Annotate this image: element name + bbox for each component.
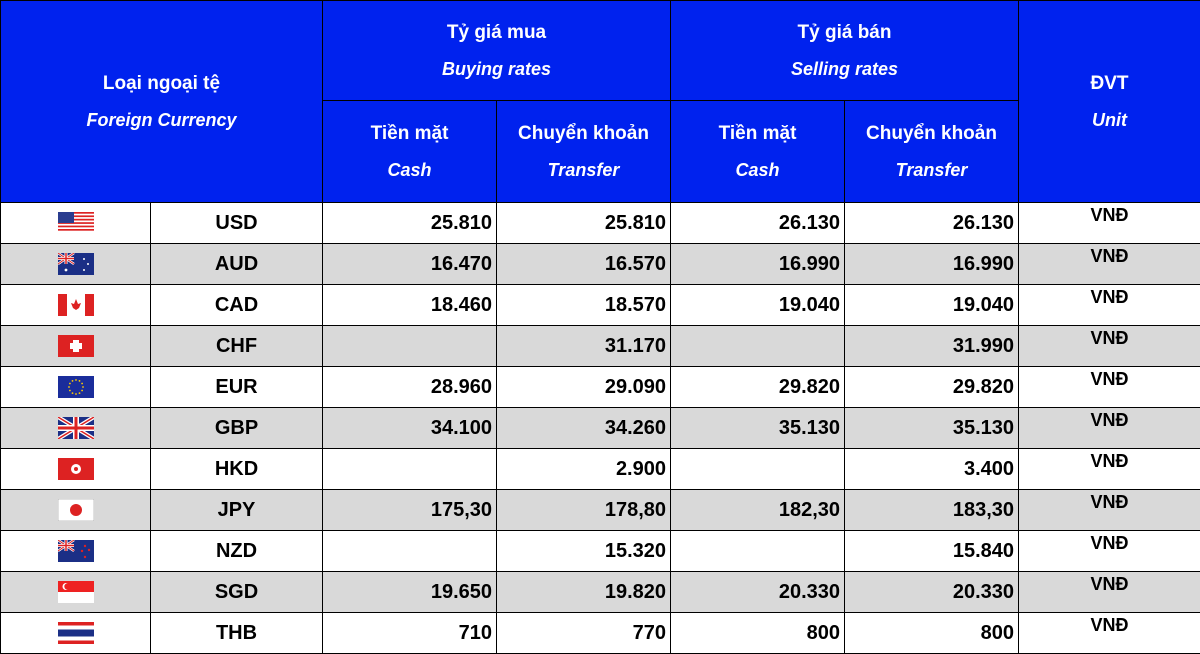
sell-transfer-value: 19.040 bbox=[845, 285, 1019, 326]
sell-transfer-value: 3.400 bbox=[845, 449, 1019, 490]
currency-header-en: Foreign Currency bbox=[1, 108, 322, 132]
nz-flag-icon bbox=[58, 540, 94, 562]
ch-flag-icon bbox=[58, 335, 94, 357]
buy-header-vi: Tỷ giá mua bbox=[323, 21, 670, 45]
sell-transfer-value: 16.990 bbox=[845, 244, 1019, 285]
unit-value: VNĐ bbox=[1019, 490, 1200, 531]
currency-code: USD bbox=[151, 203, 323, 244]
unit-value: VNĐ bbox=[1019, 326, 1200, 367]
sell-cash-value bbox=[671, 326, 845, 367]
table-row bbox=[1, 203, 1200, 244]
buy-transfer-vi: Chuyển khoản bbox=[497, 122, 670, 146]
sell-cash-header bbox=[671, 101, 845, 203]
buy-header bbox=[323, 1, 671, 101]
flag-cell bbox=[1, 449, 151, 490]
currency-code: JPY bbox=[151, 490, 323, 531]
flag-cell bbox=[1, 408, 151, 449]
unit-header bbox=[1019, 1, 1200, 203]
buy-cash-value bbox=[323, 531, 497, 572]
currency-code: GBP bbox=[151, 408, 323, 449]
buy-cash-value: 34.100 bbox=[323, 408, 497, 449]
table-row bbox=[1, 244, 1200, 285]
buy-transfer-value: 31.170 bbox=[497, 326, 671, 367]
sell-cash-value: 26.130 bbox=[671, 203, 845, 244]
buy-transfer-value: 2.900 bbox=[497, 449, 671, 490]
buy-cash-value bbox=[323, 326, 497, 367]
buy-cash-value: 25.810 bbox=[323, 203, 497, 244]
currency-code: HKD bbox=[151, 449, 323, 490]
flag-cell bbox=[1, 244, 151, 285]
flag-cell bbox=[1, 613, 151, 654]
buy-transfer-value: 18.570 bbox=[497, 285, 671, 326]
sell-cash-value bbox=[671, 449, 845, 490]
sell-transfer-value: 31.990 bbox=[845, 326, 1019, 367]
table-row bbox=[1, 613, 1200, 654]
currency-header bbox=[1, 1, 323, 203]
buy-transfer-value: 29.090 bbox=[497, 367, 671, 408]
unit-value: VNĐ bbox=[1019, 408, 1200, 449]
sell-cash-value: 20.330 bbox=[671, 572, 845, 613]
buy-transfer-header bbox=[497, 101, 671, 203]
th-flag-icon bbox=[58, 622, 94, 644]
table-row bbox=[1, 285, 1200, 326]
sell-transfer-value: 29.820 bbox=[845, 367, 1019, 408]
sell-transfer-vi: Chuyển khoản bbox=[845, 122, 1018, 146]
buy-cash-vi: Tiền mặt bbox=[323, 122, 496, 146]
eu-flag-icon bbox=[58, 376, 94, 398]
sell-cash-value: 19.040 bbox=[671, 285, 845, 326]
sell-transfer-value: 26.130 bbox=[845, 203, 1019, 244]
buy-transfer-value: 19.820 bbox=[497, 572, 671, 613]
buy-transfer-value: 16.570 bbox=[497, 244, 671, 285]
currency-code: AUD bbox=[151, 244, 323, 285]
rate-body bbox=[1, 203, 1200, 654]
buy-cash-value: 16.470 bbox=[323, 244, 497, 285]
buy-cash-value: 18.460 bbox=[323, 285, 497, 326]
unit-header-en: Unit bbox=[1019, 108, 1200, 132]
flag-cell bbox=[1, 367, 151, 408]
buy-transfer-value: 178,80 bbox=[497, 490, 671, 531]
table-row bbox=[1, 449, 1200, 490]
currency-code: SGD bbox=[151, 572, 323, 613]
unit-header-vi: ĐVT bbox=[1019, 72, 1200, 96]
us-flag-icon bbox=[58, 212, 94, 234]
unit-value: VNĐ bbox=[1019, 613, 1200, 654]
table-row bbox=[1, 490, 1200, 531]
sell-cash-value bbox=[671, 531, 845, 572]
buy-cash-value: 19.650 bbox=[323, 572, 497, 613]
sell-transfer-value: 35.130 bbox=[845, 408, 1019, 449]
unit-value: VNĐ bbox=[1019, 244, 1200, 285]
flag-cell bbox=[1, 326, 151, 367]
flag-cell bbox=[1, 490, 151, 531]
buy-cash-value: 710 bbox=[323, 613, 497, 654]
sell-transfer-en: Transfer bbox=[845, 158, 1018, 182]
currency-code: THB bbox=[151, 613, 323, 654]
unit-value: VNĐ bbox=[1019, 203, 1200, 244]
sell-cash-value: 29.820 bbox=[671, 367, 845, 408]
table-row bbox=[1, 572, 1200, 613]
unit-value: VNĐ bbox=[1019, 285, 1200, 326]
sell-header-vi: Tỷ giá bán bbox=[671, 21, 1018, 45]
buy-cash-value: 175,30 bbox=[323, 490, 497, 531]
sell-cash-value: 16.990 bbox=[671, 244, 845, 285]
unit-value: VNĐ bbox=[1019, 367, 1200, 408]
currency-code: EUR bbox=[151, 367, 323, 408]
buy-cash-header bbox=[323, 101, 497, 203]
table-row bbox=[1, 408, 1200, 449]
ca-flag-icon bbox=[58, 294, 94, 316]
sell-cash-value: 182,30 bbox=[671, 490, 845, 531]
unit-value: VNĐ bbox=[1019, 449, 1200, 490]
table-row bbox=[1, 367, 1200, 408]
flag-cell bbox=[1, 531, 151, 572]
buy-transfer-value: 770 bbox=[497, 613, 671, 654]
sell-transfer-value: 800 bbox=[845, 613, 1019, 654]
au-flag-icon bbox=[58, 253, 94, 275]
buy-cash-en: Cash bbox=[323, 158, 496, 182]
sell-transfer-header bbox=[845, 101, 1019, 203]
sell-transfer-value: 15.840 bbox=[845, 531, 1019, 572]
sell-header bbox=[671, 1, 1019, 101]
flag-cell bbox=[1, 285, 151, 326]
sell-header-en: Selling rates bbox=[671, 57, 1018, 81]
sg-flag-icon bbox=[58, 581, 94, 603]
currency-code: CAD bbox=[151, 285, 323, 326]
currency-header-vi: Loại ngoại tệ bbox=[1, 72, 322, 96]
buy-transfer-value: 15.320 bbox=[497, 531, 671, 572]
sell-cash-vi: Tiền mặt bbox=[671, 122, 844, 146]
currency-code: CHF bbox=[151, 326, 323, 367]
unit-value: VNĐ bbox=[1019, 531, 1200, 572]
buy-header-en: Buying rates bbox=[323, 57, 670, 81]
buy-transfer-value: 25.810 bbox=[497, 203, 671, 244]
table-row bbox=[1, 531, 1200, 572]
flag-cell bbox=[1, 203, 151, 244]
unit-value: VNĐ bbox=[1019, 572, 1200, 613]
jp-flag-icon bbox=[58, 499, 94, 521]
sell-transfer-value: 20.330 bbox=[845, 572, 1019, 613]
buy-cash-value bbox=[323, 449, 497, 490]
buy-transfer-value: 34.260 bbox=[497, 408, 671, 449]
sell-cash-value: 800 bbox=[671, 613, 845, 654]
buy-transfer-en: Transfer bbox=[497, 158, 670, 182]
currency-code: NZD bbox=[151, 531, 323, 572]
buy-cash-value: 28.960 bbox=[323, 367, 497, 408]
flag-cell bbox=[1, 572, 151, 613]
sell-transfer-value: 183,30 bbox=[845, 490, 1019, 531]
table-row bbox=[1, 326, 1200, 367]
sell-cash-value: 35.130 bbox=[671, 408, 845, 449]
sell-cash-en: Cash bbox=[671, 158, 844, 182]
hk-flag-icon bbox=[58, 458, 94, 480]
gb-flag-icon bbox=[58, 417, 94, 439]
